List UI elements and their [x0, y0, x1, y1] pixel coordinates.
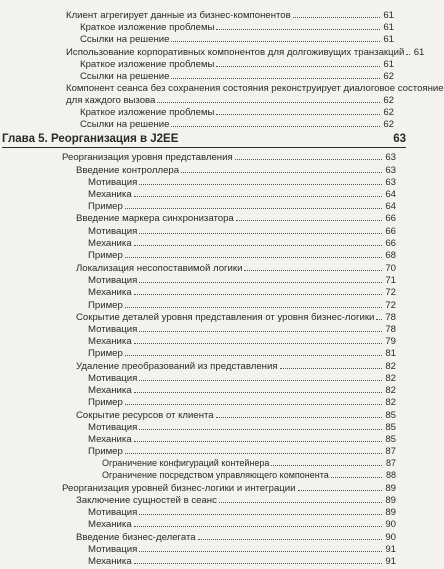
entry-title: Пример — [88, 201, 123, 212]
entry-title: Мотивация — [88, 177, 138, 188]
entry-title: Локализация несопоставимой логики — [76, 263, 243, 274]
entry-title: Реорганизация уровня представления — [62, 152, 233, 163]
entry-title: Мотивация — [88, 275, 138, 286]
leader-dots — [271, 457, 382, 466]
toc-entry[interactable] — [0, 299, 410, 311]
leader-dots — [244, 262, 382, 271]
toc-entry[interactable] — [0, 200, 410, 212]
toc-entry[interactable] — [0, 421, 410, 433]
leader-dots — [216, 21, 380, 30]
entry-title: Механика — [88, 189, 132, 200]
toc-entry[interactable] — [0, 531, 410, 543]
toc-entry[interactable] — [0, 274, 410, 286]
entry-page: 63 — [385, 152, 396, 163]
entry-title: Ссылки на решение — [80, 34, 170, 45]
toc-entry[interactable] — [0, 106, 410, 118]
entry-title: Компонент сеанса без сохранения состояния реконструирует диалоговое состояние — [66, 83, 444, 94]
leader-dots — [125, 396, 382, 405]
toc-entry[interactable] — [0, 164, 410, 176]
entry-page: 88 — [385, 470, 396, 480]
entry-page: 61 — [413, 47, 425, 58]
leader-dots — [139, 543, 382, 552]
entry-title: Краткое изложение проблемы — [80, 22, 215, 33]
entry-page: 85 — [385, 422, 396, 433]
toc-entry[interactable] — [0, 555, 410, 567]
entry-title: Ссылки на решение — [80, 71, 170, 82]
toc-entry[interactable] — [0, 543, 410, 555]
leader-dots — [139, 323, 382, 332]
leader-dots — [331, 469, 382, 478]
entry-title: Механика — [88, 556, 132, 567]
toc-entry[interactable] — [0, 372, 410, 384]
entry-title: Введение маркера синхронизатора — [76, 213, 234, 224]
entry-page: 91 — [385, 544, 396, 555]
leader-dots — [139, 274, 382, 283]
toc-entry[interactable] — [0, 262, 410, 274]
entry-page: 82 — [385, 361, 396, 372]
toc-entry[interactable] — [0, 506, 410, 518]
entry-title: Мотивация — [88, 373, 138, 384]
leader-dots — [171, 118, 380, 127]
leader-dots — [125, 445, 382, 454]
toc-entry[interactable] — [0, 249, 410, 261]
leader-dots — [134, 188, 382, 197]
entry-title: Мотивация — [88, 544, 138, 555]
entry-page: 68 — [385, 250, 396, 261]
leader-dots — [134, 237, 382, 246]
leader-dots — [293, 9, 380, 18]
toc-entry[interactable] — [0, 225, 410, 237]
entry-title: Ссылки на решение — [80, 119, 170, 130]
chapter-page: 63 — [393, 133, 406, 145]
entry-title: Клиент агрегирует данные из бизнес-компонентов — [66, 10, 291, 21]
entry-page: 63 — [385, 165, 396, 176]
entry-title: Введение контроллера — [76, 165, 180, 176]
entry-page: 85 — [385, 434, 396, 445]
entry-title: Ограничение конфигураций контейнера — [102, 458, 270, 468]
leader-dots — [139, 176, 382, 185]
leader-dots — [236, 212, 382, 221]
entry-title: Мотивация — [88, 507, 138, 518]
leader-dots — [125, 347, 382, 356]
entry-page: 62 — [383, 119, 394, 130]
toc-entry[interactable] — [0, 151, 410, 163]
entry-title: Краткое изложение проблемы — [80, 107, 215, 118]
entry-page: 78 — [385, 324, 396, 335]
entry-title: Механика — [88, 336, 132, 347]
toc-entry[interactable] — [0, 518, 410, 530]
entry-page: 62 — [383, 95, 394, 106]
toc-entry[interactable] — [0, 70, 410, 82]
entry-page: 64 — [385, 201, 396, 212]
entry-page: 81 — [385, 348, 396, 359]
entry-title: Механика — [88, 434, 132, 445]
leader-dots — [280, 360, 382, 369]
entry-page: 66 — [385, 213, 396, 224]
leader-dots — [216, 58, 380, 67]
toc-entry[interactable] — [0, 409, 410, 421]
entry-page: 66 — [385, 226, 396, 237]
entry-title: Мотивация — [88, 422, 138, 433]
leader-dots — [134, 335, 382, 344]
leader-dots — [139, 421, 382, 430]
entry-title: Механика — [88, 385, 132, 396]
leader-dots — [139, 225, 382, 234]
entry-page: 71 — [385, 275, 396, 286]
entry-title: Мотивация — [88, 226, 138, 237]
entry-title: Пример — [88, 300, 123, 311]
entry-page: 72 — [385, 300, 396, 311]
entry-title: Сокрытие ресурсов от клиента — [76, 410, 214, 421]
toc-entry[interactable] — [0, 188, 410, 200]
entry-page: 63 — [385, 177, 396, 188]
leader-dots — [181, 164, 382, 173]
leader-dots — [216, 106, 380, 115]
toc-entry[interactable] — [0, 33, 410, 45]
entry-page: 82 — [385, 397, 396, 408]
entry-page: 91 — [385, 556, 396, 567]
leader-dots — [125, 200, 382, 209]
entry-page: 82 — [385, 373, 396, 384]
toc-entry[interactable] — [0, 118, 410, 130]
entry-page: 85 — [385, 410, 396, 421]
leader-dots — [216, 409, 382, 418]
entry-title: Мотивация — [88, 324, 138, 335]
leader-dots — [139, 372, 382, 381]
entry-page: 61 — [383, 59, 394, 70]
toc-entry[interactable] — [0, 396, 410, 408]
toc-entry[interactable] — [0, 494, 410, 506]
entry-page: 87 — [385, 446, 396, 457]
entry-title: для каждого вызова — [66, 95, 156, 106]
entry-title: Реорганизация уровней бизнес-логики и интеграции — [62, 483, 296, 494]
entry-page: 62 — [383, 71, 394, 82]
entry-title: Пример — [88, 397, 123, 408]
entry-page: 90 — [385, 519, 396, 530]
entry-page: 61 — [383, 10, 394, 21]
leader-dots — [134, 384, 382, 393]
entry-page: 87 — [385, 458, 396, 468]
entry-page: 89 — [385, 483, 396, 494]
entry-title: Сокрытие деталей уровня представления от уровня бизнес-логики — [76, 312, 375, 323]
toc-entry[interactable] — [0, 384, 410, 396]
entry-title: Удаление преобразований из представления — [76, 361, 278, 372]
toc-entry[interactable] — [0, 311, 410, 323]
toc-entry[interactable] — [0, 237, 410, 249]
toc-entry[interactable] — [0, 347, 410, 359]
toc-entry[interactable] — [0, 94, 410, 106]
toc-entry[interactable] — [0, 323, 410, 335]
leader-dots — [298, 482, 382, 491]
entry-page: 66 — [385, 238, 396, 249]
entry-page: 78 — [385, 312, 396, 323]
entry-title: Механика — [88, 238, 132, 249]
entry-page: 72 — [385, 287, 396, 298]
entry-page: 61 — [383, 22, 394, 33]
entry-title: Использование корпоративных компонентов для долгоживущих транзакций — [66, 47, 405, 58]
entry-page: 64 — [385, 189, 396, 200]
toc-entry[interactable] — [0, 9, 410, 21]
entry-page: 89 — [385, 507, 396, 518]
entry-title: Краткое изложение проблемы — [80, 59, 215, 70]
toc-entry[interactable] — [0, 482, 410, 494]
entry-title: Пример — [88, 446, 123, 457]
entry-page: 90 — [385, 532, 396, 543]
leader-dots — [219, 494, 382, 503]
entry-page: 62 — [383, 107, 394, 118]
leader-dots — [125, 249, 382, 258]
toc-entry[interactable] — [0, 433, 410, 445]
toc-entry[interactable] — [0, 58, 410, 70]
toc-entry[interactable] — [0, 445, 410, 457]
leader-dots — [134, 286, 382, 295]
entry-title: Пример — [88, 348, 123, 359]
entry-title: Ограничение посредством управляющего компонента — [102, 470, 329, 480]
toc-entry[interactable] — [0, 212, 410, 224]
leader-dots — [139, 506, 382, 515]
toc-entry[interactable] — [0, 46, 425, 58]
entry-page: 70 — [385, 263, 396, 274]
toc-entry[interactable] — [0, 335, 410, 347]
leader-dots — [171, 33, 380, 42]
toc-entry[interactable] — [0, 469, 410, 481]
entry-title: Механика — [88, 287, 132, 298]
entry-page: 82 — [385, 385, 396, 396]
leader-dots — [171, 70, 380, 79]
chapter-heading[interactable] — [2, 132, 406, 146]
toc-entry[interactable] — [0, 457, 410, 469]
entry-page: 61 — [383, 34, 394, 45]
leader-dots — [376, 311, 382, 320]
entry-title: Механика — [88, 519, 132, 530]
chapter-rule — [2, 147, 406, 148]
entry-page: 79 — [385, 336, 396, 347]
leader-dots — [134, 518, 382, 527]
toc-entry[interactable] — [0, 286, 410, 298]
chapter-title: Глава 5. Реорганизация в J2EE — [2, 133, 179, 145]
leader-dots — [134, 433, 382, 442]
leader-dots — [198, 531, 382, 540]
leader-dots — [134, 555, 382, 564]
leader-dots — [157, 94, 380, 103]
toc-entry[interactable] — [0, 176, 410, 188]
leader-dots — [235, 151, 382, 160]
leader-dots — [125, 299, 382, 308]
entry-title: Пример — [88, 250, 123, 261]
toc-entry[interactable] — [0, 360, 410, 372]
entry-title: Заключение сущностей в сеанс — [76, 495, 217, 506]
leader-dots — [406, 46, 410, 55]
entry-title: Введение бизнес-делегата — [76, 532, 196, 543]
toc-entry[interactable] — [0, 21, 410, 33]
entry-page: 89 — [385, 495, 396, 506]
